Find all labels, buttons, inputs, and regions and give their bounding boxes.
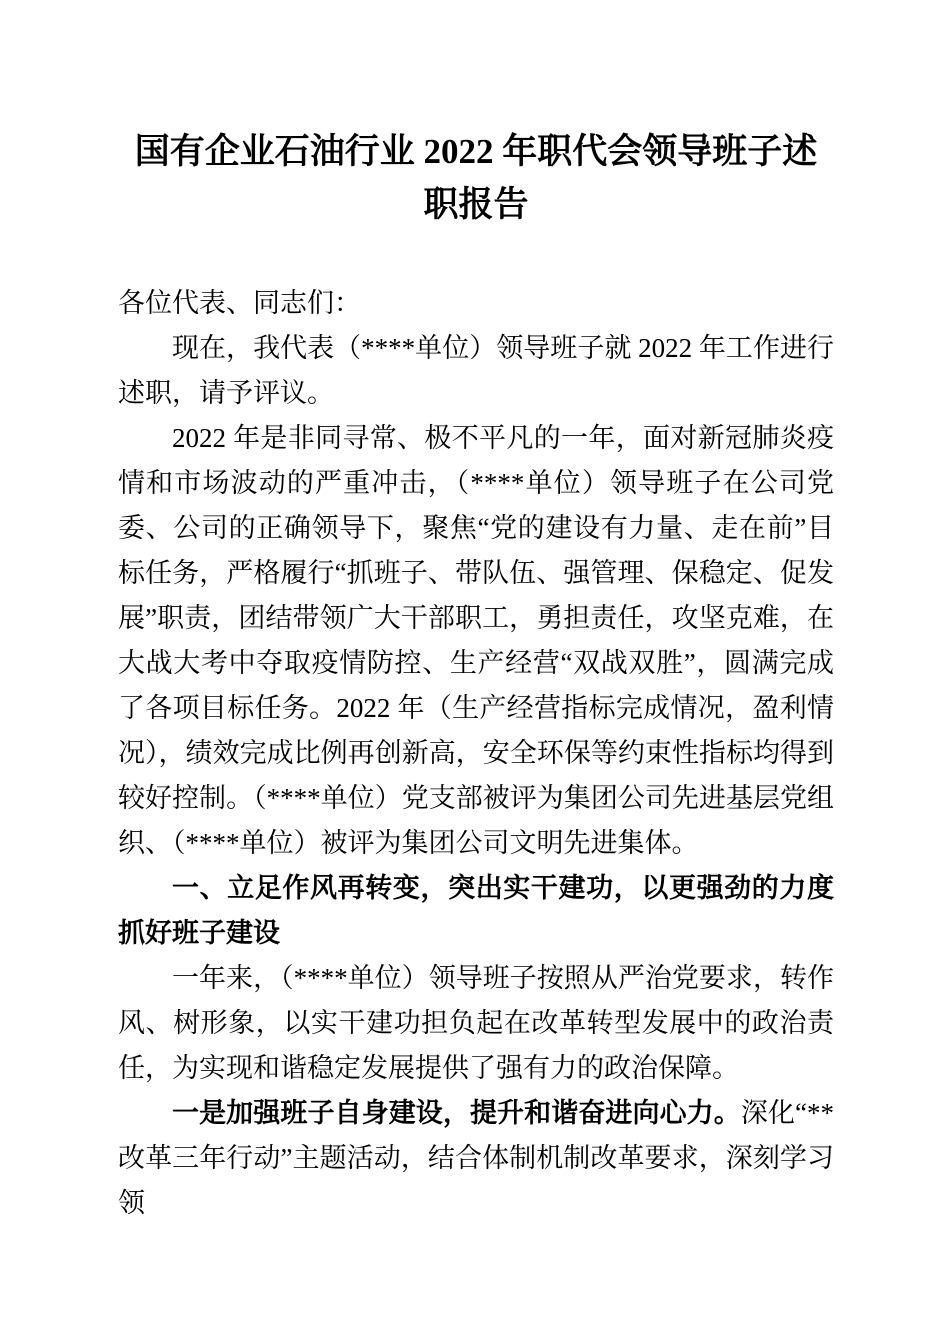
document-content (118, 125, 834, 1226)
paragraph-section-1: 一年来，（****单位）领导班子按照从严治党要求，转作风、树形象，以实干建功担负起在改革转型发展中的政治责任，为实现和谐稳定发展提供了强有力的政治保障。 (118, 963, 834, 1083)
paragraph-point-1 (118, 1091, 834, 1226)
paragraph-salutation: 各位代表、同志们： (118, 288, 361, 318)
document-title: 国有企业石油行业 2022 年职代会领导班子述职报告 (134, 132, 818, 224)
paragraph-intro: 现在，我代表（****单位）领导班子就 2022 年工作进行述职，请予评议。 (118, 333, 834, 408)
paragraph-point-1-lead: 一是加强班子自身建设，提升和谐奋进向心力。 (172, 1098, 741, 1128)
section-heading-1: 一、立足作风再转变，突出实干建功，以更强劲的力度抓好班子建设 (118, 873, 834, 948)
paragraph-overview: 2022 年是非同寻常、极不平凡的一年，面对新冠肺炎疫情和市场波动的严重冲击，（****单位）领导班子在公司党委、公司的正确领导下，聚焦“党的建设有力量、走在前”目标任务，严格履行“抓班子、带队伍、强管理、保稳定、促发展”职责，团结带领广大干部职工，勇担责任，攻坚克难，在大战大考中夺取疫情防控、生产经营“双战双胜”，圆满完成了各项目标任务。2022 年（生产经营指标完成情况，盈利情况），绩效完成比例再创新高，安全环保等约束性指标均得到较好控制。（****单位）党支部被评为集团公司先进基层党组织、（****单位）被评为集团公司文明先进集体。 (118, 423, 834, 858)
paragraph-point-1-rest: 深化“**改革三年行动”主题活动，结合体制机制改革要求，深刻学习领 (118, 1098, 835, 1218)
